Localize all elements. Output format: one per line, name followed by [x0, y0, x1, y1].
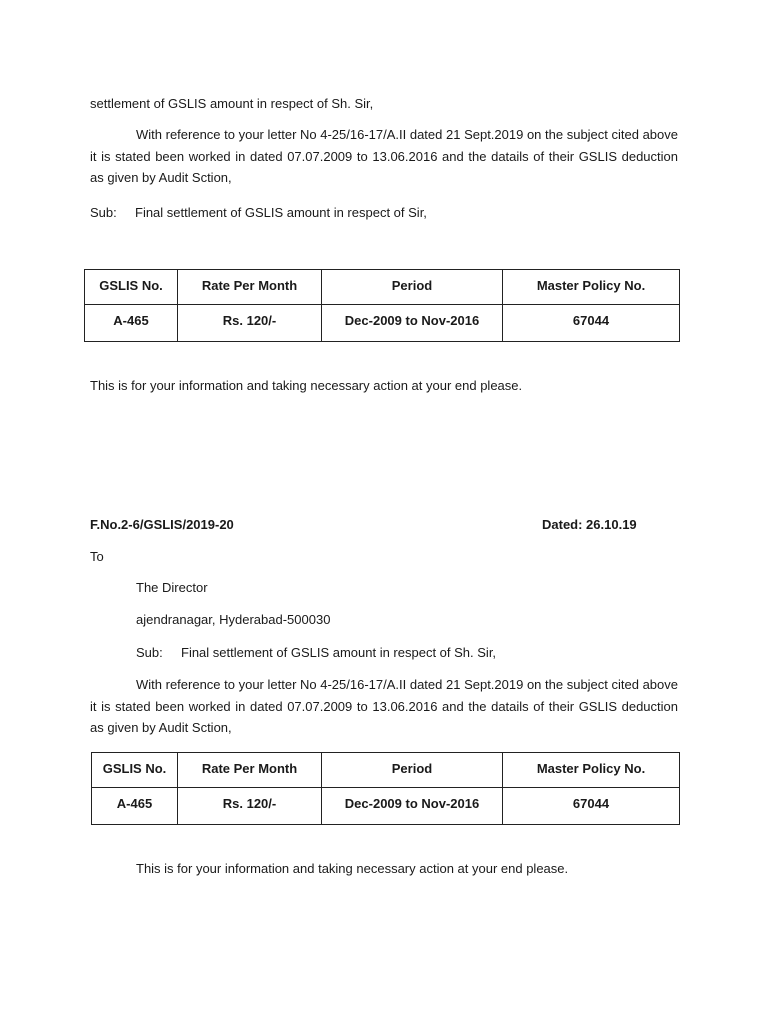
sub-text: Final settlement of GSLIS amount in respect of Sir, [135, 205, 427, 220]
cell-gslis-no: A-465 [92, 788, 178, 825]
cell-period: Dec-2009 to Nov-2016 [322, 788, 503, 825]
cell-period: Dec-2009 to Nov-2016 [322, 305, 503, 342]
reference-text: With reference to your letter No 4-25/16-17/A.II dated 21 Sept.2019 on the subject cited above it is stated been worked in dated 07.07.2009 to 13.06.2016 and the datails of their GSLIS deduction as given by Audit Sction, [90, 677, 679, 735]
sub-text: Final settlement of GSLIS amount in respect of Sh. Sir, [181, 645, 497, 660]
address: ajendranagar, Hyderabad-500030 [136, 612, 331, 627]
recipient: The Director [136, 580, 208, 595]
cell-master-policy: 67044 [503, 305, 680, 342]
header-master-policy-no: Master Policy No. [503, 270, 680, 305]
cell-rate: Rs. 120/- [178, 305, 322, 342]
table-header-row [92, 753, 680, 788]
closing-line: This is for your information and taking necessary action at your end please. [90, 378, 523, 393]
header-rate-per-month: Rate Per Month [178, 270, 322, 305]
table-row [92, 788, 680, 825]
header-gslis-no: GSLIS No. [92, 753, 178, 788]
gslis-table [91, 752, 680, 825]
reference-text: With reference to your letter No 4-25/16-17/A.II dated 21 Sept.2019 on the subject cited above it is stated been worked in dated 07.07.2009 to 13.06.2016 and the datails of their GSLIS deduction as given by Audit Sction, [90, 127, 679, 185]
closing-line: This is for your information and taking necessary action at your end please. [136, 861, 569, 876]
file-number: F.No.2-6/GSLIS/2019-20 [90, 517, 234, 532]
subject-line: settlement of GSLIS amount in respect of Sh. Sir, [90, 96, 374, 111]
table-header-row [85, 270, 680, 305]
sub-label: Sub: [90, 205, 117, 220]
reference-paragraph [90, 124, 678, 189]
header-rate-per-month: Rate Per Month [178, 753, 322, 788]
header-period: Period [322, 270, 503, 305]
reference-paragraph [90, 674, 678, 739]
cell-master-policy: 67044 [503, 788, 680, 825]
subject-row [90, 205, 427, 221]
sub-label: Sub: [136, 645, 163, 660]
cell-gslis-no: A-465 [85, 305, 178, 342]
header-gslis-no: GSLIS No. [85, 270, 178, 305]
dated: Dated: 26.10.19 [542, 517, 637, 532]
header-period: Period [322, 753, 503, 788]
cell-rate: Rs. 120/- [178, 788, 322, 825]
header-master-policy-no: Master Policy No. [503, 753, 680, 788]
gslis-table [84, 269, 680, 342]
table-row [85, 305, 680, 342]
subject-row [136, 645, 496, 661]
to-label: To [90, 549, 104, 564]
